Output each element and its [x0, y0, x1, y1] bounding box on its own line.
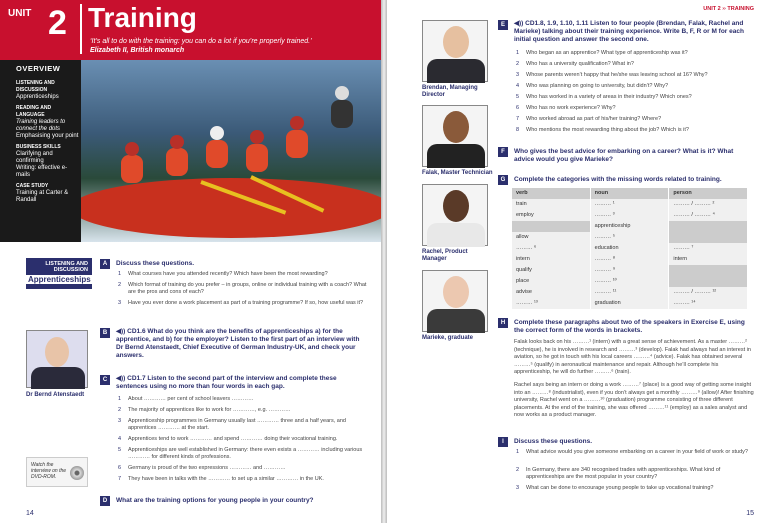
shirt: [427, 223, 485, 247]
list-item: 3 What can be done to encourage young people to take up vocational training?: [516, 485, 714, 491]
unit-header: [0, 0, 381, 60]
list-item: 8 Who mentions the most rewarding thing about the job? Which is it?: [516, 127, 689, 133]
suit: [31, 367, 85, 389]
unit-label: UNIT: [8, 8, 32, 19]
list-item: 1 About ………… per cent of school leavers …………: [118, 396, 254, 402]
table-header: [512, 188, 748, 199]
list-item: 4 Who was planning on going to university, but didn’t? Why?: [516, 83, 669, 89]
overview-category: LISTENING AND DISCUSSION: [16, 80, 55, 93]
exercise-letter: I: [498, 437, 508, 447]
overview-heading: OVERVIEW: [16, 64, 61, 73]
exercise-heading: Discuss these questions.: [514, 438, 593, 445]
paragraph: Rachel says being an intern or doing a work ………⁷ (place) is a good way of getting some insight into an ………⁸ (industrialist), even if you don’t always get a monthly ………⁹ (allow)! After finishing university, Rachel went on a ………¹⁰ (graduation) programme consisting of three different placements. At the end of the training, she was offered ………¹¹ (employ) as a sales analyst and now works as a product manager.: [514, 382, 754, 418]
portrait-photo: [422, 20, 488, 82]
paragraph: Falak looks back on his ………¹ (intern) with a great sense of achievement. As a master ………² (technique), he is involved in research and ………³ (develop). Falak had always had an interest in aviation, so he got in touch with his local careers ………⁴ (advice). Falak has obtained several ………⁵ (qualify) in aeronautical maintenance and repair. Although he’ll complete his apprenticeship, he will do further ………⁶ (train).: [514, 339, 751, 375]
person-head: [250, 130, 264, 144]
right-page: [387, 0, 768, 523]
exercise-letter: H: [498, 318, 508, 328]
person-shape: [206, 140, 228, 168]
person-shape: [121, 155, 143, 183]
exercise-heading: ◀)) CD1.6 What do you think are the benefits of apprenticeships a) for the apprentice, and b) for the employer? Listen to the first part of an interview with Dr Bernd Atenstaedt, Chief Executive of German Industry-UK, and check your answers.: [116, 328, 360, 359]
top: [427, 309, 485, 333]
list-item: 5 Who has worked in a variety of areas in their industry? Which ones?: [516, 94, 692, 100]
rafting-photo: [81, 60, 381, 242]
face: [443, 276, 469, 308]
table-row: employ ……… ³ ……… / ……… ⁴: [512, 210, 748, 221]
page-number: 15: [746, 510, 754, 517]
unit-number: 2: [48, 4, 67, 42]
exercise-heading: What are the training options for young people in your country?: [116, 497, 314, 504]
column-header: noun: [591, 188, 670, 199]
column-header: verb: [512, 188, 591, 199]
left-page: [0, 0, 381, 523]
portrait-caption: Falak, Master Technician: [422, 170, 493, 176]
person-shape: [246, 144, 268, 172]
person-shape: [331, 100, 353, 128]
exercise-heading: Complete the categories with the missing words related to training.: [514, 176, 722, 183]
overview-category: READING AND LANGUAGE: [16, 105, 52, 118]
face: [443, 26, 469, 58]
epigraph-author: Elizabeth II, British monarch: [90, 47, 185, 54]
portrait-photo: [422, 270, 488, 332]
table-row: intern ……… ⁸ intern: [512, 254, 748, 265]
portrait-photo: [422, 184, 488, 246]
exercise-letter: C: [100, 375, 110, 385]
list-item: 2 In Germany, there are 340 recognised trades with apprenticeships. What kind of apprenticeships are the most popular in your country?: [516, 467, 721, 480]
exercise-heading: ◀)) CD1.8, 1.9, 1.10, 1.11 Listen to four people (Brendan, Falak, Rachel and Marieke) talking about their training experience. Write B, F, R or M for each initial question and answer the second one.: [514, 20, 744, 43]
exercise-letter: G: [498, 175, 508, 185]
exercise-heading: Who gives the best advice for embarking on a career? What is it? What advice would you give Marieke?: [514, 148, 734, 163]
person-shape: [166, 148, 188, 176]
overview-item: Emphasising your point: [16, 133, 79, 139]
portrait-photo: [26, 330, 88, 388]
section-title: Apprenticeships: [28, 275, 91, 284]
suit: [427, 144, 485, 168]
list-item: 2 Which format of training do you prefer – in groups, online or individual training with a coach? What are the pros and cons of each?: [118, 282, 367, 295]
dvd-disc-icon: [70, 466, 84, 480]
person-head: [125, 142, 139, 156]
overview-category: CASE STUDY: [16, 183, 49, 189]
list-item: 6 Germany is proud of the two expressions ………… and …………: [118, 465, 286, 471]
table-row: place ……… ¹⁰: [512, 276, 748, 287]
overview-item: Training at Carter & Randall: [16, 190, 69, 203]
exercise-heading: ◀)) CD1.7 Listen to the second part of the interview and complete these sentences using no more than four words in each gap.: [116, 375, 337, 390]
exercise-letter: F: [498, 147, 508, 157]
overview-item: Writing: effective e-mails: [16, 165, 68, 178]
list-item: 3 Whose parents weren’t happy that he/she was leaving school at 16? Why?: [516, 72, 708, 78]
list-item: 6 Who has no work experience? Why?: [516, 105, 616, 111]
header-divider: [80, 4, 82, 54]
exercise-heading: Discuss these questions.: [116, 260, 195, 267]
exercise-letter: B: [100, 328, 110, 338]
portrait-caption: Dr Bernd Atenstaedt: [26, 392, 85, 398]
overview-item: Clarifying and confirming: [16, 151, 53, 164]
person-head: [290, 116, 304, 130]
person-head: [170, 135, 184, 149]
list-item: 3 Have you ever done a work placement as part of a training programme? If so, how useful was it?: [118, 300, 364, 306]
face: [45, 337, 69, 367]
list-item: 1 What advice would you give someone embarking on a career in your field of work or study?: [516, 449, 748, 455]
word-table: [512, 188, 748, 309]
section-label: LISTENING AND DISCUSSION: [26, 258, 92, 289]
list-item: 7 They have been in talks with the ………… to set up a similar ………… in the UK.: [118, 476, 324, 482]
table-row: ……… ¹³ graduation ……… ¹⁴: [512, 298, 748, 309]
portrait-photo: [422, 105, 488, 167]
list-item: 3 Apprenticeship programmes in Germany usually last ………… three and a half years, and apprentices ………… at the start.: [118, 418, 346, 431]
list-item: 4 Apprentices tend to work ………… and spend ………… doing their vocational training.: [118, 436, 338, 442]
column-header: person: [669, 188, 748, 199]
portrait-caption: Rachel, Product Manager: [422, 249, 468, 262]
table-row: ……… ⁶ education ……… ⁷: [512, 243, 748, 254]
table-row: apprenticeship: [512, 221, 748, 232]
list-item: 5 Apprenticeships are well established in Germany: there even exists a ………… including various ………… for different kinds of professions.: [118, 447, 363, 460]
exercise-heading: Complete these paragraphs about two of the speakers in Exercise E, using the correct form of the words in brackets.: [514, 319, 745, 334]
table-row: qualify ……… ⁹: [512, 265, 748, 276]
portrait-caption: Brendan, Managing Director: [422, 85, 478, 98]
table-row: train ……… ¹ ……… / ……… ²: [512, 199, 748, 210]
list-item: 1 What courses have you attended recently? Which have been the most rewarding?: [118, 271, 328, 277]
person-head: [335, 86, 349, 100]
overview-category: BUSINESS SKILLS: [16, 144, 61, 150]
person-shape: [286, 130, 308, 158]
exercise-letter: E: [498, 20, 508, 30]
face: [443, 111, 469, 143]
list-item: 7 Who worked abroad as part of his/her training? Where?: [516, 116, 662, 122]
list-item: 2 Who has a university qualification? What in?: [516, 61, 634, 67]
exercise-letter: D: [100, 496, 110, 506]
list-item: 2 The majority of apprentices like to work for …………, e.g. …………: [118, 407, 291, 413]
table-row: allow ……… ⁵: [512, 232, 748, 243]
overview-item: Apprenticeships: [16, 94, 59, 100]
dvd-callout[interactable]: [26, 457, 88, 487]
table-row: advise ……… ¹¹ ……… / ……… ¹²: [512, 287, 748, 298]
overview-item: Training leaders to connect the dots: [16, 119, 66, 132]
epigraph-text: ‘It’s all to do with the training: you can do a lot if you’re properly trained.’: [90, 38, 312, 45]
person-head: [210, 126, 224, 140]
exercise-letter: A: [100, 259, 110, 269]
unit-title: Training: [88, 2, 197, 33]
page-number: 14: [26, 510, 34, 517]
dvd-text: Watch the interview on the DVD-ROM.: [31, 462, 67, 480]
portrait-caption: Marieke, graduate: [422, 335, 474, 341]
raft-shape: [81, 178, 381, 238]
running-header: UNIT 2 ›› TRAINING: [703, 6, 754, 12]
face: [443, 190, 469, 222]
list-item: 1 Who began as an apprentice? What type of apprenticeship was it?: [516, 50, 688, 56]
epigraph: [90, 37, 360, 55]
overview-panel: [0, 60, 81, 242]
suit: [427, 59, 485, 83]
